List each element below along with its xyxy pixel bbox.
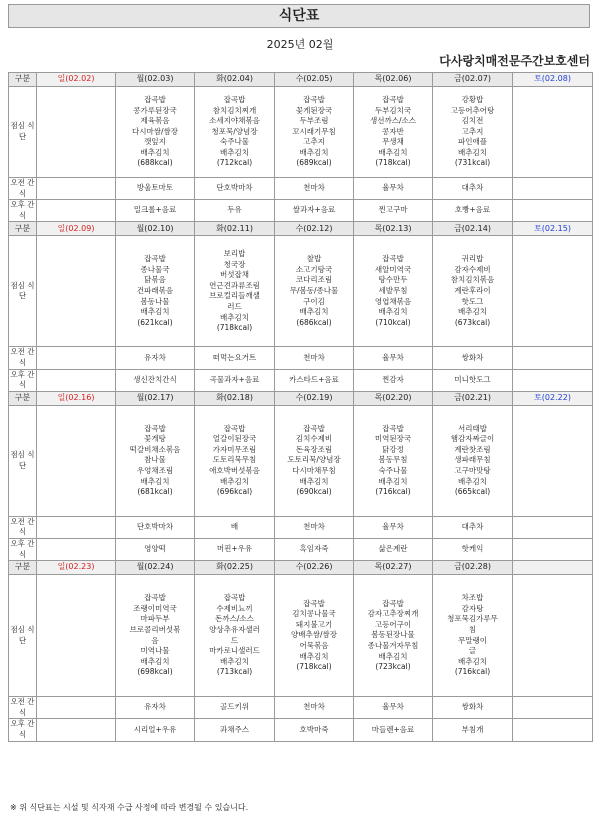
- menu-item: 배추김치: [458, 476, 487, 486]
- menu-item: 잡곡밥: [223, 423, 246, 433]
- menu-item: (621kcal): [137, 317, 173, 327]
- menu-item: 마카로니샐러드: [209, 646, 260, 656]
- pm-snack-cell: 과채주스: [195, 719, 275, 741]
- menu-item: 배추김치: [140, 147, 170, 157]
- pm-snack-label: 오후 간식: [9, 200, 37, 222]
- day-header: 월(02.17): [116, 391, 195, 405]
- menu-item: 핫도그: [461, 296, 484, 306]
- menu-item: 콩자반: [382, 126, 404, 136]
- pm-snack-row: [9, 719, 593, 741]
- pm-snack-cell: [513, 538, 593, 560]
- menu-item: 참치김치볶음: [450, 275, 495, 285]
- lunch-cell: [275, 405, 354, 516]
- day-header: 화(02.11): [195, 222, 275, 236]
- pm-snack-row: [9, 200, 593, 222]
- lunch-cell: [116, 405, 195, 516]
- menu-item: 무생채: [382, 137, 404, 147]
- menu-item: 콩가루된장국: [133, 105, 177, 115]
- am-snack-cell: [513, 516, 593, 538]
- menu-item: 영엽채볶음: [374, 296, 412, 306]
- day-header: 수(02.26): [275, 561, 354, 575]
- menu-item: 잡곡밥: [382, 423, 404, 433]
- day-header: 토(02.08): [513, 73, 593, 87]
- menu-item: 두부조림: [299, 116, 329, 126]
- pm-snack-cell: 핫케익: [433, 538, 513, 560]
- menu-item: 배추김치: [458, 656, 487, 666]
- menu-item: 브로컬리들깨샐: [209, 291, 260, 301]
- pm-snack-cell: [37, 369, 116, 391]
- menu-item: 귀리밥: [461, 254, 484, 264]
- menu-item: 글: [468, 646, 477, 656]
- menu-item: 잡곡밥: [382, 94, 404, 104]
- menu-item: 잡곡밥: [223, 94, 246, 104]
- day-header: 토(02.22): [513, 391, 593, 405]
- menu-item: 애호박버섯볶음: [209, 466, 260, 476]
- am-snack-cell: [513, 347, 593, 369]
- menu-item: 돼지불고기: [295, 619, 333, 629]
- menu-item: 종나물국: [140, 264, 170, 274]
- pm-snack-cell: 밀크롤+음료: [116, 200, 195, 222]
- day-header: 목(02.13): [354, 222, 433, 236]
- header-label: 구분: [9, 391, 37, 405]
- menu-item: 배추김치: [378, 307, 408, 317]
- menu-item: 계란후라이: [454, 286, 491, 296]
- menu-item: 강황밥: [461, 94, 484, 104]
- menu-item: 잡곡밥: [144, 423, 166, 433]
- pm-snack-cell: 찐고구마: [354, 200, 433, 222]
- pm-snack-cell: 시리얼+우유: [116, 719, 195, 741]
- menu-item: (731kcal): [454, 158, 491, 168]
- menu-item: (686kcal): [296, 317, 332, 327]
- lunch-cell: [513, 575, 593, 697]
- week-header-row: [9, 222, 593, 236]
- menu-item: 봄동나물: [140, 296, 170, 306]
- am-snack-cell: 쌍화차: [433, 697, 513, 719]
- am-snack-cell: 떠먹는요거트: [195, 347, 275, 369]
- menu-item: (681kcal): [137, 487, 173, 497]
- am-snack-cell: 대추차: [433, 516, 513, 538]
- lunch-cell: [195, 236, 275, 347]
- am-snack-cell: [513, 178, 593, 200]
- menu-item: 잡곡밥: [144, 254, 166, 264]
- am-snack-label: 오전 간식: [9, 697, 37, 719]
- menu-item: (716kcal): [454, 667, 491, 677]
- lunch-cell: [195, 87, 275, 178]
- day-header: 수(02.19): [275, 391, 354, 405]
- am-snack-cell: 율무차: [354, 178, 433, 200]
- pm-snack-label: 오후 간식: [9, 719, 37, 741]
- lunch-label: 점심 식단: [9, 405, 37, 516]
- menu-item: 파인애플: [458, 137, 487, 147]
- lunch-cell: [433, 405, 513, 516]
- lunch-label: 점심 식단: [9, 575, 37, 697]
- menu-item: 배추김치: [140, 307, 170, 317]
- pm-snack-cell: 흑임자죽: [275, 538, 354, 560]
- menu-item: 돈육장조림: [295, 444, 333, 454]
- menu-item: 서리태밥: [458, 423, 487, 433]
- menu-item: 잡곡밥: [303, 598, 325, 608]
- pm-snack-label: 오후 간식: [9, 538, 37, 560]
- lunch-cell: [354, 87, 433, 178]
- lunch-row: [9, 405, 593, 516]
- pm-snack-cell: 카스타드+음료: [275, 369, 354, 391]
- day-header: 목(02.27): [354, 561, 433, 575]
- menu-item: 보리밥: [223, 249, 246, 258]
- menu-item: 고등어추어탕: [450, 105, 495, 115]
- menu-item: 다시마채무침: [292, 466, 336, 476]
- menu-item: 미역된장국: [374, 434, 412, 444]
- menu-item: 도토리묵무침: [212, 455, 257, 465]
- pm-snack-cell: [513, 369, 593, 391]
- header-label: 구분: [9, 561, 37, 575]
- menu-item: (698kcal): [137, 667, 173, 677]
- pm-snack-cell: 영양떡: [116, 538, 195, 560]
- day-header: 일(02.23): [37, 561, 116, 575]
- menu-item: 배추김치: [220, 476, 249, 486]
- am-snack-row: [9, 697, 593, 719]
- pm-snack-cell: 호빵+음료: [433, 200, 513, 222]
- menu-item: 배추김치: [299, 307, 329, 317]
- am-snack-cell: 방울토마토: [116, 178, 195, 200]
- pm-snack-cell: 곡물과자+음료: [195, 369, 275, 391]
- menu-item: 떡갈비채소볶음: [129, 444, 181, 454]
- menu-item: 감자수제비: [454, 264, 491, 274]
- lunch-cell: [275, 87, 354, 178]
- menu-item: 구이김: [303, 296, 325, 306]
- day-header: [513, 561, 593, 575]
- lunch-cell: [116, 236, 195, 347]
- week-header-row: [9, 561, 593, 575]
- menu-item: 잡곡밥: [303, 94, 325, 104]
- organization-name: 다사랑치매전문주간보호센터: [439, 54, 590, 68]
- pm-snack-cell: 찐감자: [354, 369, 433, 391]
- am-snack-cell: 천마차: [275, 178, 354, 200]
- menu-item: 배추김치: [378, 147, 408, 157]
- am-snack-cell: 대추차: [433, 178, 513, 200]
- day-header: 목(02.20): [354, 391, 433, 405]
- am-snack-cell: [37, 516, 116, 538]
- menu-item: 청포묵김가루무: [447, 614, 498, 624]
- day-header: 금(02.14): [433, 222, 513, 236]
- lunch-label: 점심 식단: [9, 236, 37, 347]
- menu-item: 양상추유자샐러: [209, 625, 260, 635]
- am-snack-label: 오전 간식: [9, 516, 37, 538]
- menu-item: 닭볶음: [144, 275, 166, 285]
- am-snack-cell: [37, 178, 116, 200]
- week-header-row: [9, 73, 593, 87]
- menu-item: 건파래볶음: [136, 286, 174, 296]
- menu-item: 침: [468, 625, 477, 635]
- lunch-cell: [513, 236, 593, 347]
- header-label: 구분: [9, 73, 37, 87]
- menu-item: 깻잎지: [144, 137, 166, 147]
- menu-item: 가자미무조림: [212, 444, 257, 454]
- menu-item: 소고기탕국: [295, 264, 333, 274]
- am-snack-cell: 배: [195, 516, 275, 538]
- day-header: 월(02.24): [116, 561, 195, 575]
- pm-snack-cell: 두유: [195, 200, 275, 222]
- lunch-cell: [275, 236, 354, 347]
- lunch-cell: [37, 575, 116, 697]
- menu-item: 배추김치: [220, 147, 249, 157]
- menu-item: 생선까스/소스: [370, 116, 416, 126]
- am-snack-cell: 율무차: [354, 347, 433, 369]
- lunch-cell: [433, 87, 513, 178]
- menu-item: 우엉채조림: [136, 466, 174, 476]
- menu-item: 세발무침: [378, 286, 408, 296]
- day-header: 수(02.05): [275, 73, 354, 87]
- day-header: 토(02.15): [513, 222, 593, 236]
- menu-item: (712kcal): [216, 158, 253, 168]
- menu-item: 마파두부: [140, 614, 170, 624]
- menu-item: 잡곡밥: [382, 598, 404, 608]
- menu-item: 러드: [227, 301, 242, 311]
- day-header: 금(02.21): [433, 391, 513, 405]
- menu-item: 숙주나물: [378, 466, 408, 476]
- pm-snack-row: [9, 538, 593, 560]
- menu-item: 김치콩나물국: [292, 609, 336, 619]
- am-snack-cell: [513, 697, 593, 719]
- menu-item: 무말랭이: [458, 635, 487, 645]
- lunch-cell: [37, 87, 116, 178]
- menu-item: 햄감자짜글이: [450, 434, 495, 444]
- menu-item: 배추김치: [299, 476, 329, 486]
- menu-item: 청포묵/양념장: [211, 126, 258, 136]
- header-label: 구분: [9, 222, 37, 236]
- pm-snack-cell: [37, 719, 116, 741]
- menu-item: 수제비뇨끼: [216, 603, 253, 613]
- menu-item: 배추김치: [299, 147, 329, 157]
- lunch-cell: [195, 405, 275, 516]
- menu-item: 계란찻조림: [454, 444, 491, 454]
- am-snack-row: [9, 516, 593, 538]
- day-header: 월(02.10): [116, 222, 195, 236]
- menu-item: 연근견과류조림: [209, 280, 260, 290]
- menu-item: 배추김치: [299, 651, 329, 661]
- menu-item: 잡곡밥: [144, 94, 166, 104]
- menu-item: 감자고추장찌개: [367, 609, 419, 619]
- menu-item: 양배추쌈/쌈장: [291, 630, 337, 640]
- lunch-row: [9, 87, 593, 178]
- menu-item: (723kcal): [375, 662, 411, 672]
- menu-item: 조랭이미역국: [133, 603, 177, 613]
- am-snack-cell: 천마차: [275, 516, 354, 538]
- menu-item: 차조밥: [461, 593, 484, 603]
- pm-snack-cell: 미니핫도그: [433, 369, 513, 391]
- lunch-cell: [513, 405, 593, 516]
- menu-item: 참나물: [144, 455, 166, 465]
- menu-item: 소세지야채볶음: [209, 116, 260, 126]
- menu-item: (718kcal): [216, 323, 253, 333]
- day-header: 화(02.18): [195, 391, 275, 405]
- pm-snack-cell: 마들렌+음료: [354, 719, 433, 741]
- menu-item: 제육볶음: [140, 116, 170, 126]
- menu-item: 미역나물: [140, 646, 170, 656]
- menu-item: 무/봄동/종나물: [289, 286, 339, 296]
- menu-item: 김치수제비: [295, 434, 333, 444]
- menu-item: (690kcal): [296, 487, 332, 497]
- day-header: 일(02.16): [37, 391, 116, 405]
- menu-item: 봄동무침: [378, 455, 408, 465]
- pm-snack-cell: [37, 200, 116, 222]
- menu-item: 다시마쌈/쌈장: [132, 126, 178, 136]
- menu-item: 도토리묵/양념장: [287, 455, 341, 465]
- menu-item: 닭강정: [382, 444, 404, 454]
- day-header: 일(02.09): [37, 222, 116, 236]
- lunch-cell: [37, 236, 116, 347]
- menu-item: 코다리조림: [295, 275, 333, 285]
- am-snack-cell: 쌍화차: [433, 347, 513, 369]
- am-snack-row: [9, 347, 593, 369]
- menu-item: 고추지: [303, 137, 325, 147]
- menu-item: 봄동된장나물: [371, 630, 415, 640]
- menu-item: 돈까스/소스: [215, 614, 254, 624]
- menu-item: 꽃게탕: [144, 434, 166, 444]
- period-label: 2025년 02월: [266, 38, 334, 51]
- menu-item: 잡곡밥: [144, 593, 166, 603]
- menu-item: (673kcal): [454, 317, 491, 327]
- pm-snack-cell: [37, 538, 116, 560]
- menu-item: 고추지: [461, 126, 484, 136]
- menu-item: (713kcal): [216, 667, 253, 677]
- lunch-cell: [354, 405, 433, 516]
- pm-snack-cell: 머핀+우유: [195, 538, 275, 560]
- menu-item: 얼갈이된장국: [212, 434, 257, 444]
- menu-item: (716kcal): [375, 487, 411, 497]
- menu-item: 숙주나물: [220, 137, 249, 147]
- menu-item: 찰밥: [306, 254, 322, 264]
- day-header: 일(02.02): [37, 73, 116, 87]
- menu-item: 배추김치: [458, 307, 487, 317]
- lunch-cell: [37, 405, 116, 516]
- menu-item: 꼬시래기무침: [292, 126, 336, 136]
- menu-item: 청국장: [223, 259, 246, 269]
- menu-item: 잡곡밥: [223, 593, 246, 603]
- day-header: 금(02.07): [433, 73, 513, 87]
- pm-snack-label: 오후 간식: [9, 369, 37, 391]
- am-snack-label: 오전 간식: [9, 178, 37, 200]
- am-snack-cell: 유자차: [116, 347, 195, 369]
- pm-snack-cell: 쌀과자+음료: [275, 200, 354, 222]
- lunch-cell: [116, 87, 195, 178]
- footnote: ※ 위 식단표는 시설 및 식자재 수급 사정에 따라 변경될 수 있습니다.: [10, 803, 249, 812]
- menu-item: 김치전: [461, 116, 484, 126]
- pm-snack-cell: 부침개: [433, 719, 513, 741]
- am-snack-cell: 단호박마차: [195, 178, 275, 200]
- lunch-row: [9, 236, 593, 347]
- am-snack-cell: 단호박마차: [116, 516, 195, 538]
- menu-item: (689kcal): [296, 158, 332, 168]
- menu-item: 배추김치: [458, 147, 487, 157]
- am-snack-cell: 율무차: [354, 516, 433, 538]
- lunch-cell: [513, 87, 593, 178]
- lunch-cell: [195, 575, 275, 697]
- menu-item: 탕수만두: [378, 275, 408, 285]
- menu-item: 잡곡밥: [382, 254, 404, 264]
- menu-item: 잡곡밥: [303, 423, 325, 433]
- day-header: 월(02.03): [116, 73, 195, 87]
- menu-item: 배추김치: [220, 312, 249, 322]
- menu-item: 생파래무침: [454, 455, 491, 465]
- lunch-cell: [354, 236, 433, 347]
- pm-snack-cell: [513, 719, 593, 741]
- am-snack-cell: 유자차: [116, 697, 195, 719]
- menu-item: 고구마맛탕: [454, 466, 491, 476]
- menu-item: (710kcal): [375, 317, 411, 327]
- menu-item: 고등어구이: [374, 619, 412, 629]
- lunch-row: [9, 575, 593, 697]
- menu-item: 새알미역국: [374, 264, 412, 274]
- menu-item: 배추김치: [140, 656, 170, 666]
- menu-item: 두부김치국: [374, 105, 412, 115]
- am-snack-row: [9, 178, 593, 200]
- day-header: 목(02.06): [354, 73, 433, 87]
- day-header: 화(02.04): [195, 73, 275, 87]
- menu-item: 배추김치: [378, 651, 408, 661]
- lunch-cell: [116, 575, 195, 697]
- am-snack-cell: 천마차: [275, 697, 354, 719]
- pm-snack-cell: [513, 200, 593, 222]
- menu-item: (696kcal): [216, 487, 253, 497]
- menu-item: (665kcal): [454, 487, 491, 497]
- am-snack-label: 오전 간식: [9, 347, 37, 369]
- menu-item: 배추김치: [140, 476, 170, 486]
- menu-item: 배추김치: [378, 476, 408, 486]
- lunch-cell: [275, 575, 354, 697]
- menu-item: 배추김치: [220, 656, 249, 666]
- menu-item: (718kcal): [296, 662, 332, 672]
- pm-snack-cell: 호박마죽: [275, 719, 354, 741]
- pm-snack-cell: 삶은계란: [354, 538, 433, 560]
- menu-item: 참치김치찌개: [212, 105, 257, 115]
- week-header-row: [9, 391, 593, 405]
- menu-table: [8, 72, 593, 742]
- am-snack-cell: 천마차: [275, 347, 354, 369]
- pm-snack-row: [9, 369, 593, 391]
- day-header: 금(02.28): [433, 561, 513, 575]
- lunch-cell: [433, 236, 513, 347]
- page-title: 식단표: [8, 4, 590, 28]
- menu-item: 브로콜리버섯볶: [129, 625, 181, 635]
- pm-snack-cell: 생신잔치간식: [116, 369, 195, 391]
- menu-item: 음: [151, 635, 159, 645]
- am-snack-cell: 골드키위: [195, 697, 275, 719]
- am-snack-cell: [37, 697, 116, 719]
- menu-item: 버섯잡채: [220, 270, 249, 280]
- lunch-cell: [354, 575, 433, 697]
- menu-item: 감자탕: [461, 603, 484, 613]
- menu-item: 꽃게된장국: [295, 105, 333, 115]
- menu-item: 종나물겨자무침: [367, 640, 419, 650]
- lunch-cell: [433, 575, 513, 697]
- day-header: 수(02.12): [275, 222, 354, 236]
- lunch-label: 점심 식단: [9, 87, 37, 178]
- menu-item: 드: [230, 635, 239, 645]
- day-header: 화(02.25): [195, 561, 275, 575]
- menu-item: (718kcal): [375, 158, 411, 168]
- am-snack-cell: [37, 347, 116, 369]
- am-snack-cell: 율무차: [354, 697, 433, 719]
- menu-item: 어묵볶음: [299, 640, 329, 650]
- menu-item: (688kcal): [137, 158, 173, 168]
